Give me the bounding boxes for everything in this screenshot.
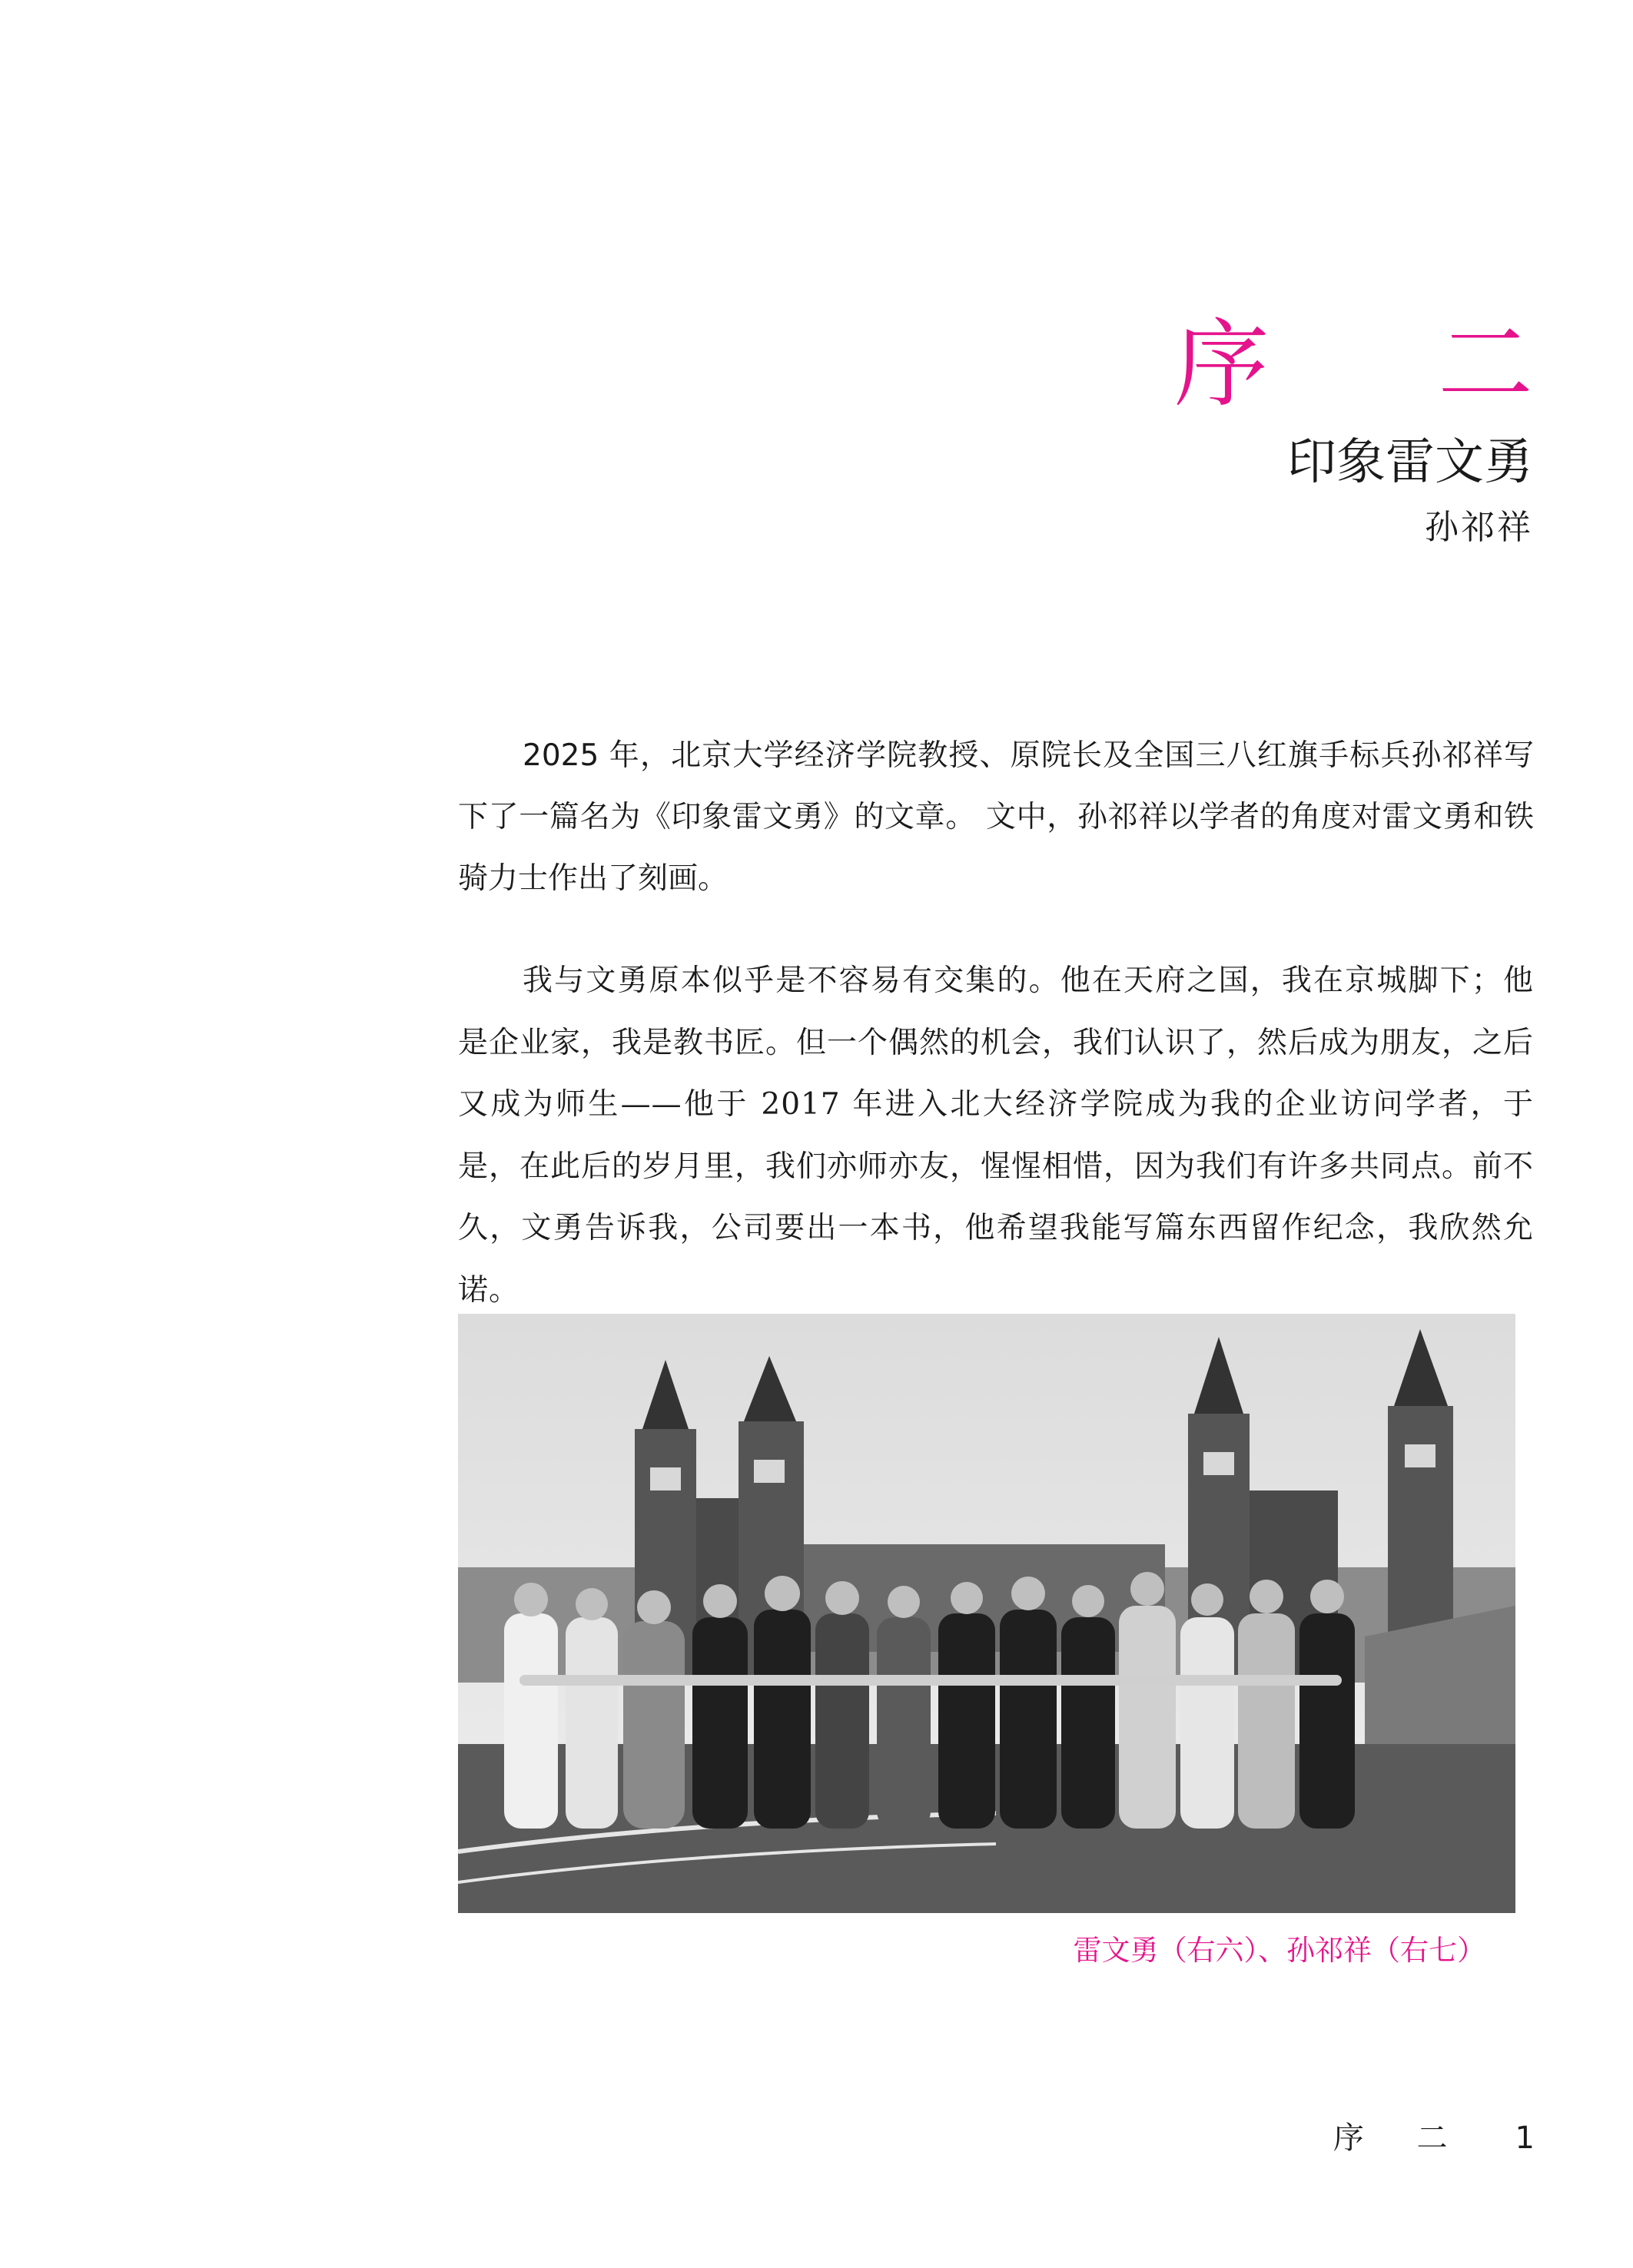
intro-paragraph: 2025 年，北京大学经济学院教授、原院长及全国三八红旗手标兵孙祁祥写下了一篇名为《印象雷文勇》的文章。 文中，孙祁祥以学者的角度对雷文勇和铁骑力士作出了刻画。 xyxy=(458,738,1534,896)
page-number: 1 xyxy=(1515,2120,1535,2156)
running-footer xyxy=(1333,2120,1535,2156)
photo-caption: 雷文勇（右六）、孙祁祥（右七） xyxy=(1073,1934,1485,1967)
body-paragraph: 我与文勇原本似乎是不容易有交集的。他在天府之国，我在京城脚下；他是企业家，我是教书匠。但一个偶然的机会，我们认识了，然后成为朋友，之后又成为师生——他于 2017 年进入北大经济学院成为我的企业访问学者，于是，在此后的岁月里，我们亦师亦友，惺惺相惜，因为我们有许多共同点。前不久，文勇告诉我，公司要出一本书，他希望我能写篇东西留作纪念，我欣然允诺。 xyxy=(458,963,1535,1308)
group-photo xyxy=(458,1314,1515,1913)
chapter-title: 序 二 xyxy=(1173,310,1602,421)
running-title: 序 二 xyxy=(1333,2120,1469,2156)
author-name: 孙祁祥 xyxy=(1425,508,1533,547)
essay-title: 印象雷文勇 xyxy=(1287,434,1533,491)
